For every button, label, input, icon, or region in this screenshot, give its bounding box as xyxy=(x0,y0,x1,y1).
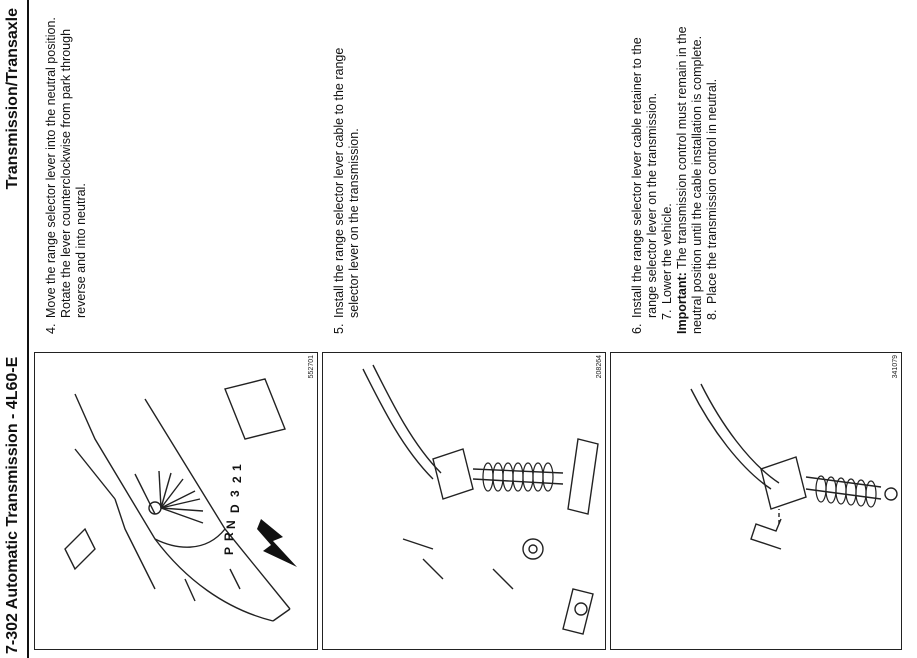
gear-label-d: D xyxy=(228,504,242,513)
transmission-lever-illustration xyxy=(35,353,317,649)
figure-cable-retainer xyxy=(610,352,902,650)
step-number: 5. xyxy=(332,323,346,334)
step-number: 6. xyxy=(630,323,644,334)
step-4 xyxy=(44,14,89,334)
section-title: Transmission/Transaxle xyxy=(4,8,21,190)
cable-to-lever-illustration xyxy=(323,353,605,649)
step-number: 7. xyxy=(660,309,674,320)
direction-arrow-icon xyxy=(257,519,297,567)
step-text: Lower the vehicle. xyxy=(660,203,674,304)
step-4-block xyxy=(44,14,89,334)
important-label: Important: xyxy=(675,272,689,334)
step-5-block xyxy=(332,14,362,334)
page-header-title: 7-302 Automatic Transmission - 4L60-E xyxy=(4,356,21,654)
important-note xyxy=(675,14,705,334)
step-text: Move the range selector lever into the neutral position. Rotate the lever counterclockwise from park through reverse and into neutral. xyxy=(44,17,88,318)
gear-label-p: P xyxy=(222,546,236,555)
step-7 xyxy=(660,14,675,334)
important-text: The transmission control must remain in the neutral position until the cable installation is complete. xyxy=(675,26,704,334)
step-text: Install the range selector lever cable retainer to the range selector lever on the transmission. xyxy=(630,37,659,318)
step-5 xyxy=(332,14,362,334)
figure-number: 341079 xyxy=(892,355,899,379)
gear-label-r: R xyxy=(222,532,236,541)
step-text: Install the range selector lever cable to the range selector lever on the transmission. xyxy=(332,47,361,318)
figure-shift-positions xyxy=(34,352,318,650)
gear-label-2: 2 xyxy=(230,476,244,483)
step-8 xyxy=(705,14,720,334)
step-number: 8. xyxy=(705,309,719,320)
steps-6-8-block xyxy=(630,14,720,334)
gear-label-n: N xyxy=(224,520,238,529)
step-6 xyxy=(630,14,660,334)
figure-number: 552701 xyxy=(308,355,315,379)
step-text: Place the transmission control in neutral. xyxy=(705,78,719,304)
gear-label-3: 3 xyxy=(228,490,242,497)
cable-retainer-illustration xyxy=(611,353,901,649)
header-rule xyxy=(27,0,29,658)
gear-label-1: 1 xyxy=(230,464,244,471)
figure-number: 208264 xyxy=(596,355,603,379)
step-number: 4. xyxy=(44,323,58,334)
figure-cable-install xyxy=(322,352,606,650)
